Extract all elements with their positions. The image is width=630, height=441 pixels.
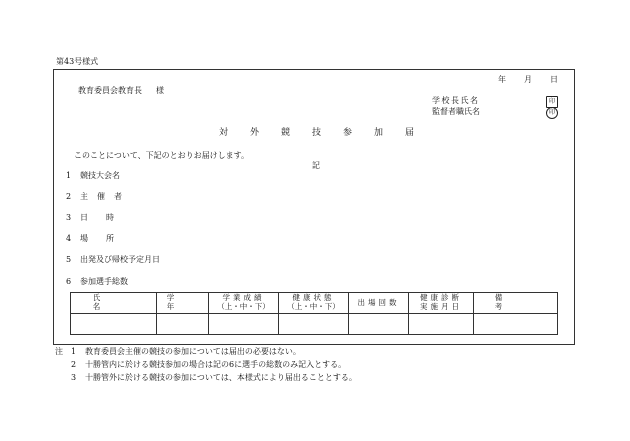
item-departure-return bbox=[66, 256, 160, 264]
date-day-label: 日 bbox=[550, 75, 558, 84]
item-number: 5 bbox=[66, 255, 72, 264]
cell-checkup[interactable] bbox=[409, 314, 474, 335]
item-total-athletes bbox=[66, 278, 128, 286]
header-academic: 学業成績 （上・中・下） bbox=[209, 293, 279, 314]
item-number: 4 bbox=[66, 234, 72, 243]
note-2 bbox=[71, 361, 346, 369]
cell-health[interactable] bbox=[279, 314, 349, 335]
cell-academic[interactable] bbox=[209, 314, 279, 335]
item-label: 日時 bbox=[80, 213, 132, 222]
item-label: 競技大会名 bbox=[80, 171, 120, 180]
item-competition-name bbox=[66, 172, 120, 180]
note-number: 2 bbox=[71, 360, 77, 369]
document-title: 対外競技参加届 bbox=[219, 128, 437, 138]
item-venue bbox=[66, 235, 132, 243]
date-row bbox=[498, 76, 558, 84]
principal-name-label: 学校長氏名 bbox=[432, 96, 480, 105]
item-number: 3 bbox=[66, 213, 72, 222]
note-text: 十勝管内に於ける競技参加の場合は記の6に選手の総数のみ記入とする。 bbox=[85, 360, 347, 369]
table-header-row bbox=[71, 293, 558, 314]
header-health: 健康状態 （上・中・下） bbox=[279, 293, 349, 314]
item-organizer bbox=[66, 193, 131, 201]
item-datetime bbox=[66, 214, 132, 222]
header-remarks: 備考 bbox=[474, 293, 558, 314]
item-label: 出発及び帰校予定月日 bbox=[80, 255, 160, 264]
item-number: 1 bbox=[66, 171, 72, 180]
athletes-table bbox=[70, 292, 558, 335]
seal-1-icon: 印 bbox=[546, 96, 558, 108]
item-label: 主催者 bbox=[80, 192, 131, 201]
header-name: 氏名 bbox=[71, 293, 157, 314]
item-number: 2 bbox=[66, 192, 72, 201]
supervisor-name-label: 監督者職氏名 bbox=[432, 107, 480, 116]
cell-appearances[interactable] bbox=[349, 314, 409, 335]
addressee-name: 教育委員会教育長 bbox=[78, 86, 142, 95]
header-appearances: 出場回数 bbox=[349, 293, 409, 314]
addressee-honorific: 様 bbox=[156, 86, 164, 95]
cell-name[interactable] bbox=[71, 314, 157, 335]
intro-text: このことについて、下記のとおりお届けします。 bbox=[74, 151, 250, 160]
note-3 bbox=[71, 374, 357, 382]
header-grade: 学年 bbox=[157, 293, 209, 314]
note-text: 十勝管外に於ける競技の参加については、本様式により届出ることとする。 bbox=[85, 373, 357, 382]
cell-remarks[interactable] bbox=[474, 314, 558, 335]
item-label: 参加選手総数 bbox=[80, 277, 128, 286]
ki-marker: 記 bbox=[312, 161, 320, 170]
form-number: 第43号様式 bbox=[56, 57, 99, 66]
item-label: 場所 bbox=[80, 234, 132, 243]
note-1 bbox=[55, 348, 301, 356]
note-text: 教育委員会主催の競技の参加については届出の必要はない。 bbox=[85, 347, 301, 356]
seal-2-icon: 印 bbox=[546, 107, 558, 119]
item-number: 6 bbox=[66, 277, 72, 286]
header-checkup: 健康診断 実施月日 bbox=[409, 293, 474, 314]
notes-label: 注 bbox=[55, 347, 63, 356]
note-number: 3 bbox=[71, 373, 77, 382]
addressee bbox=[78, 87, 164, 95]
date-year-label: 年 bbox=[498, 75, 506, 84]
date-month-label: 月 bbox=[524, 75, 532, 84]
table-row bbox=[71, 314, 558, 335]
cell-grade[interactable] bbox=[157, 314, 209, 335]
note-number: 1 bbox=[71, 347, 77, 356]
